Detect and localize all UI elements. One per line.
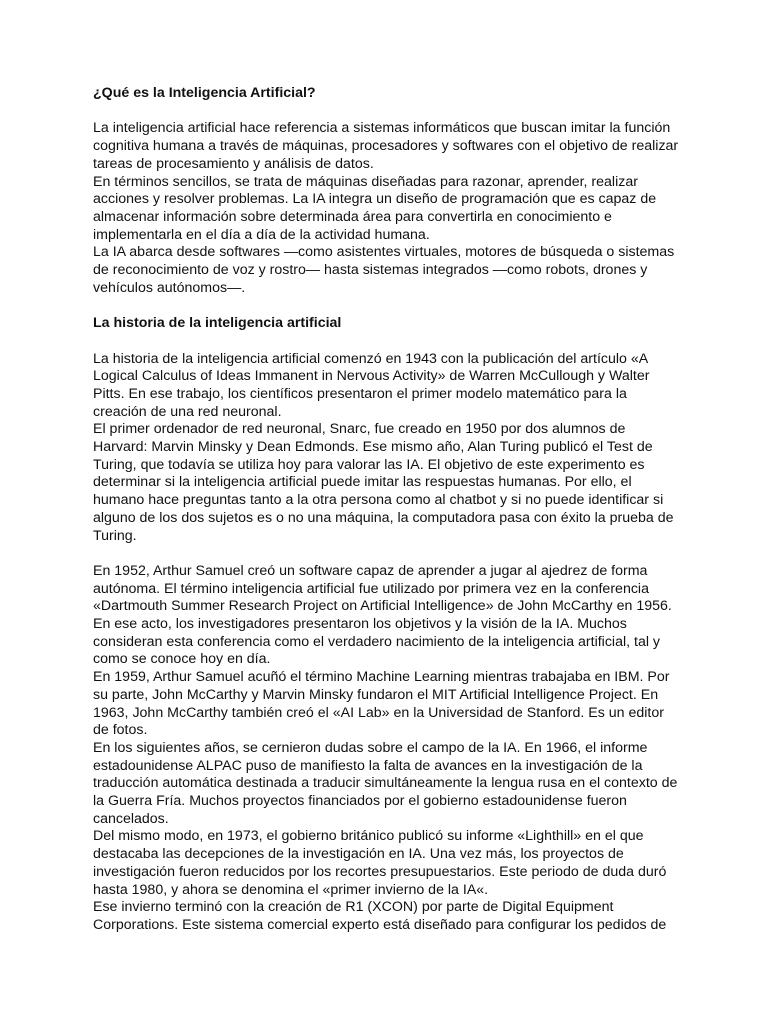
- spacer: [93, 545, 683, 563]
- paragraph: La IA abarca desde softwares —como asistentes virtuales, motores de búsqueda o sistemas de reconocimiento de voz y rostro— hasta sistemas integrados —como robots, drones y vehículos autónomos—.: [93, 244, 675, 296]
- spacer: [93, 103, 683, 121]
- paragraph: Ese invierno terminó con la creación de R1 (XCON) por parte de Digital Equipment Corporations. Este sistema comercial experto está diseñado para configurar los pedidos de: [93, 899, 667, 933]
- section-title-que-es-ia: ¿Qué es la Inteligencia Artificial?: [93, 85, 316, 101]
- spacer: [93, 297, 683, 315]
- paragraph: En los siguientes años, se cernieron dudas sobre el campo de la IA. En 1966, el informe estadounidense ALPAC puso de manifiesto la falta de avances en la investigación de la traducción automática destinada a traducir simultáneamente la lengua rusa en el contexto de la Guerra Fría. Muchos proyectos financiados por el gobierno estadounidense fueron cancelados.: [93, 739, 678, 827]
- paragraph: La inteligencia artificial hace referencia a sistemas informáticos que buscan imitar la función cognitiva humana a través de máquinas, procesadores y softwares con el objetivo de realizar tareas de procesamiento y análisis de datos.: [93, 120, 679, 172]
- paragraph: En 1952, Arthur Samuel creó un software capaz de aprender a jugar al ajedrez de forma autónoma. El término inteligencia artificial fue utilizado por primera vez en la conferencia «Dartmouth Summer Research Project on Artificial Intelligence» de John McCarthy en 1956. En ese acto, los investigadores presentaron los objetivos y la visión de la IA. Muchos consideran esta conferencia como el verdadero nacimiento de la inteligencia artificial, tal y como se conoce hoy en día.: [93, 562, 672, 668]
- document-page: [93, 85, 683, 935]
- paragraph: En términos sencillos, se trata de máquinas diseñadas para razonar, aprender, realizar acciones y resolver problemas. La IA integra un diseño de programación que es capaz de almacenar información sobre determinada área para convertirla en conocimiento e implementarla en el día a día de la actividad humana.: [93, 173, 657, 243]
- spacer: [93, 333, 683, 351]
- paragraph: Del mismo modo, en 1973, el gobierno británico publicó su informe «Lighthill» en el que destacaba las decepciones de la investigación en IA. Una vez más, los proyectos de investigación fueron reducidos por los recortes presupuestarios. Este periodo de duda duró hasta 1980, y ahora se denomina el «primer invierno de la IA«.: [93, 828, 667, 898]
- section-title-historia-ia: La historia de la inteligencia artificial: [93, 315, 342, 332]
- paragraph: En 1959, Arthur Samuel acuñó el término Machine Learning mientras trabajaba en IBM. Por su parte, John McCarthy y Marvin Minsky fundaron el MIT Artificial Intelligence Project. En 1963, John McCarthy también creó el «AI Lab» en la Universidad de Stanford. Es un editor de fotos.: [93, 669, 670, 739]
- paragraph: El primer ordenador de red neuronal, Snarc, fue creado en 1950 por dos alumnos de Harvard: Marvin Minsky y Dean Edmonds. Ese mismo año, Alan Turing publicó el Test de Turing, que todavía se utiliza hoy para valorar las IA. El objetivo de este experimento es determinar si la inteligencia artificial puede imitar las respuestas humanas. Por ello, el humano hace preguntas tanto a la otra persona como al chatbot y si no puede identificar si alguno de los dos sujetos es o no una máquina, la computadora pasa con éxito la prueba de Turing.: [93, 421, 674, 544]
- paragraph: La historia de la inteligencia artificial comenzó en 1943 con la publicación del artículo «A Logical Calculus of Ideas Immanent in Nervous Activity» de Warren McCullough y Walter Pitts. En ese trabajo, los científicos presentaron el primer modelo matemático para la creación de una red neuronal.: [93, 350, 650, 420]
